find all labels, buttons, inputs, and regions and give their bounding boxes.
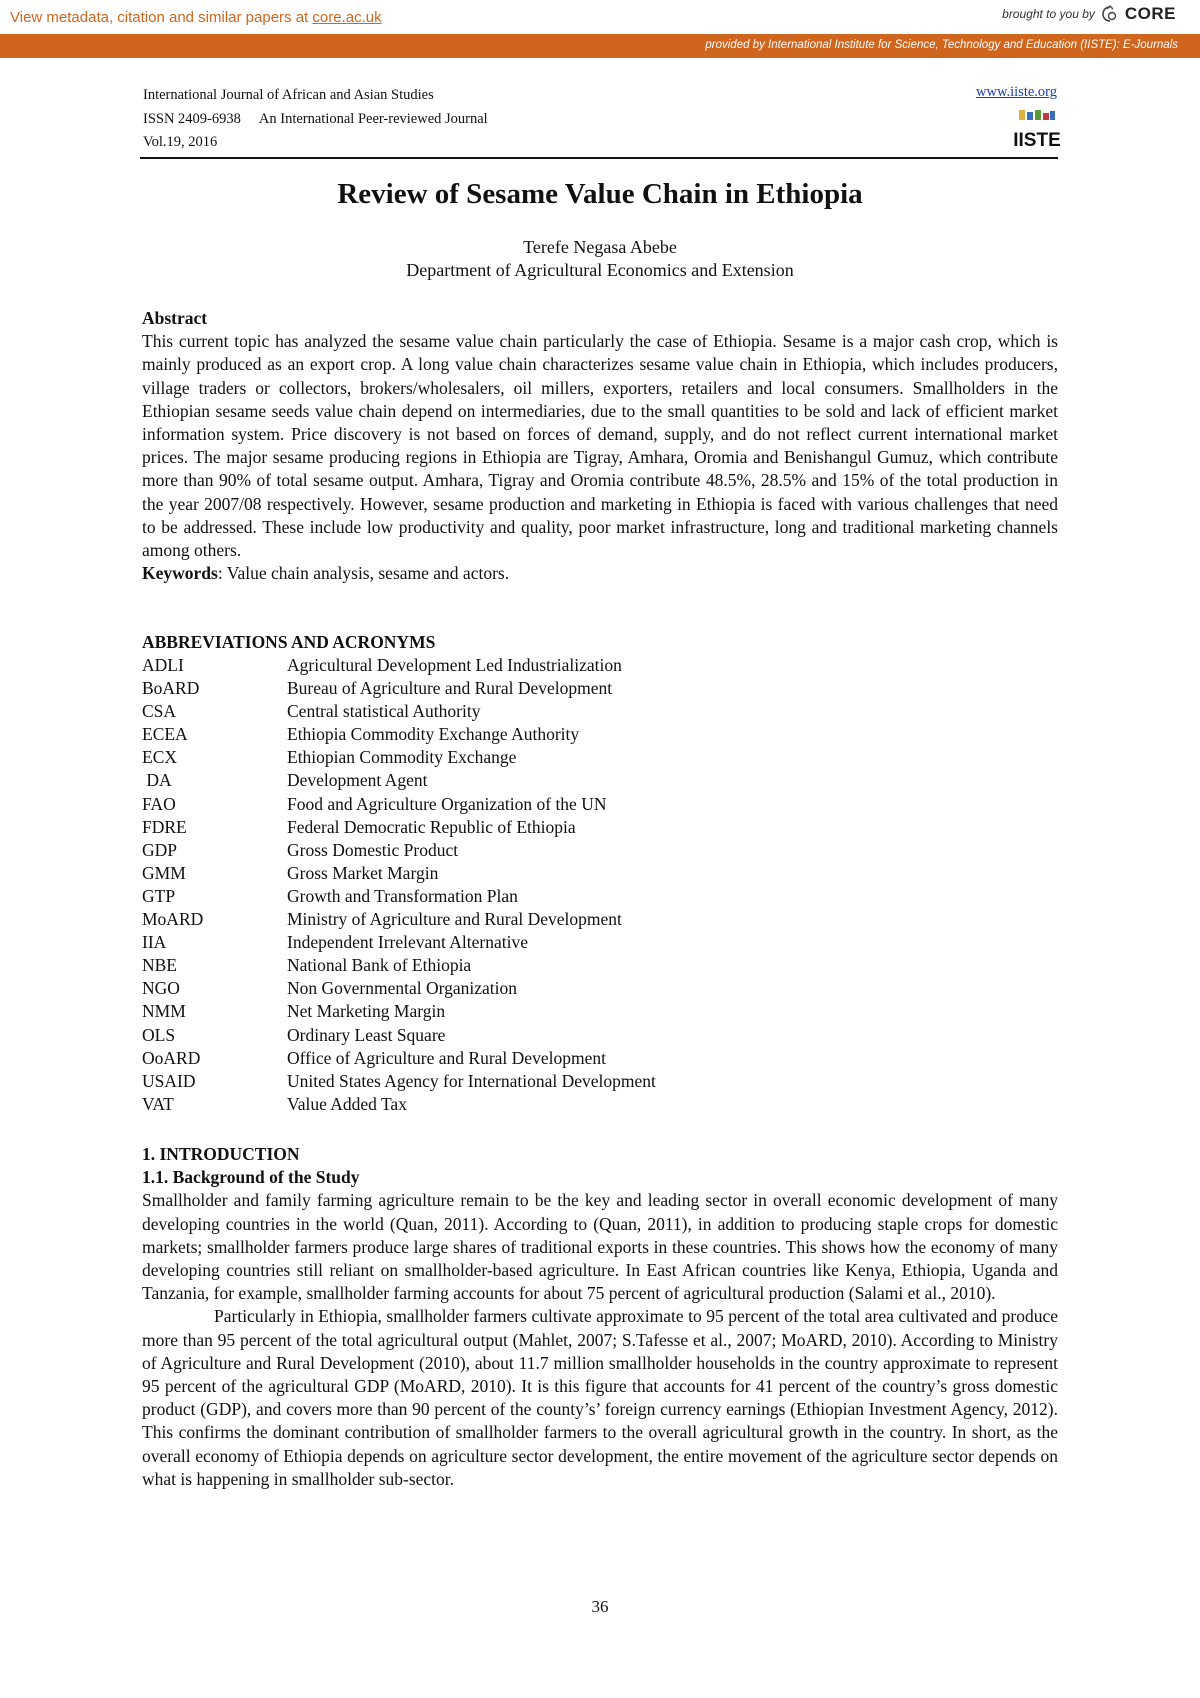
paper-title: Review of Sesame Value Chain in Ethiopia — [337, 178, 863, 210]
abbreviation-row — [142, 723, 656, 746]
brought-by-text: brought to you by — [1002, 7, 1095, 21]
abbreviation-term: GMM — [142, 862, 186, 883]
abbreviation-row — [142, 700, 656, 723]
introduction-section — [142, 1143, 1058, 1491]
svg-text:IISTE: IISTE — [1013, 130, 1061, 151]
abbreviation-row — [142, 654, 656, 677]
abbreviation-definition: Ethiopia Commodity Exchange Authority — [287, 724, 580, 745]
abbreviation-row — [142, 931, 656, 954]
keywords-label: Keywords — [142, 563, 218, 584]
journal-website-link[interactable]: www.iiste.org — [976, 84, 1057, 100]
background-subheading: 1.1. Background of the Study — [142, 1167, 360, 1188]
abbreviation-term: NMM — [142, 1001, 186, 1022]
abbreviation-definition: National Bank of Ethiopia — [287, 955, 472, 976]
abbreviation-term: ECX — [142, 747, 177, 768]
core-brand[interactable] — [1002, 4, 1176, 24]
abbreviation-definition: United States Agency for International Development — [287, 1070, 656, 1091]
abbreviation-term: ECEA — [142, 724, 188, 745]
abbreviation-definition: Development Agent — [287, 770, 428, 791]
abbreviation-definition: Independent Irrelevant Alternative — [287, 932, 529, 953]
abbreviation-row — [142, 793, 656, 816]
abstract-section — [142, 307, 1058, 585]
abbreviation-term: VAT — [142, 1093, 174, 1114]
abbreviation-definition: Gross Domestic Product — [287, 839, 459, 860]
abbreviation-definition: Food and Agriculture Organization of the UN — [287, 793, 607, 814]
abbreviation-term: CSA — [142, 701, 177, 722]
abbreviation-row — [142, 1093, 656, 1116]
journal-name: International Journal of African and Asian Studies — [143, 87, 434, 103]
header-rule — [140, 157, 1058, 159]
abbreviation-definition: Gross Market Margin — [287, 862, 439, 883]
page-number: 36 — [591, 1597, 609, 1616]
abbreviation-definition: Ethiopian Commodity Exchange — [287, 747, 517, 768]
journal-volume: Vol.19, 2016 — [143, 134, 218, 150]
journal-type: An International Peer-reviewed Journal — [258, 110, 488, 127]
abbreviation-definition: Value Added Tax — [287, 1093, 407, 1114]
abbreviation-definition: Central statistical Authority — [287, 701, 481, 722]
abbreviation-term: ADLI — [142, 655, 184, 675]
abstract-text: This current topic has analyzed the sesame value chain particularly the case of Ethiopia. Sesame is a major cash crop, which is mainly produced as an export crop. A long value chain characterizes sesame value chain in Ethiopia, which includes producers, village traders or collectors, brokers/wholesalers, oil millers, exporters, retailers and local consumers. Smallholders in the Ethiopian sesame seeds value chain depend on intermediaries, due to the small quantities to be sold and lack of efficient market information system. Price discovery is not based on forces of demand, supply, and do not reflect current international market prices. The major sesame producing regions in Ethiopia are Tigray, Amhara, Oromia and Benishangul Gumuz, which contribute more than 90% of total sesame output. Amhara, Tigray and Oromia contribute 48.5%, 28.5% and 15% of the total production in the year 2007/08 respectively. However, sesame production and marketing in Ethiopia is faced with various challenges that need to be addressed. These include low productivity and quality, poor market infrastructure, long and traditional marketing channels among others. — [142, 331, 1058, 561]
abbreviation-definition: Federal Democratic Republic of Ethiopia — [287, 816, 576, 837]
intro-paragraph-2: Particularly in Ethiopia, smallholder farmers cultivate approximate to 95 percent of the total area cultivated and produce more than 95 percent of the total agricultural output (Mahlet, 2007; S.Tafesse et al., 2007; MoARD, 2010). According to Ministry of Agriculture and Rural Development (2010), about 11.7 million smallholder households in the country approximate to represent 95 percent of the agricultural GDP (MoARD, 2010). It is this figure that accounts for 41 percent of the country’s gross domestic product (GDP), and covers more than 90 percent of the county’s’ foreign currency earnings (Ethiopian Investment Agency, 2012). This confirms the dominant contribution of smallholder farmers to the overall agricultural growth in the country. In short, as the overall economy of Ethiopia depends on agriculture sector development, the entire movement of the agriculture sector depends on what is happening in smallholder sub-sector. — [142, 1306, 1058, 1489]
abbreviation-row — [142, 839, 656, 862]
abbreviation-row — [142, 746, 656, 769]
abbreviation-row — [142, 677, 656, 700]
abbreviation-definition: Office of Agriculture and Rural Development — [287, 1047, 606, 1068]
journal-info — [143, 84, 488, 155]
iiste-logo-icon — [1013, 108, 1061, 151]
abbreviation-term: DA — [142, 770, 172, 791]
author-name: Terefe Negasa Abebe — [523, 237, 677, 257]
abbreviations-list — [142, 654, 656, 1116]
journal-issn-line — [143, 108, 488, 132]
abbreviation-term: FDRE — [142, 816, 187, 837]
introduction-heading: 1. INTRODUCTION — [142, 1144, 300, 1164]
abbreviation-term: USAID — [142, 1070, 196, 1091]
author-block — [0, 236, 1200, 282]
abbreviation-term: BoARD — [142, 678, 200, 699]
abbreviation-definition: Non Governmental Organization — [287, 978, 518, 999]
abbreviations-heading: ABBREVIATIONS AND ACRONYMS — [142, 632, 436, 652]
abbreviation-term: NBE — [142, 955, 177, 976]
abbreviation-row — [142, 977, 656, 1000]
journal-issn: ISSN 2409-6938 — [143, 110, 241, 127]
abbreviation-term: OLS — [142, 1024, 176, 1045]
abbreviation-definition: Ministry of Agriculture and Rural Development — [287, 909, 622, 930]
abbreviation-term: NGO — [142, 978, 180, 999]
provided-by-text[interactable]: provided by International Institute for Science, Technology and Education (IISTE): E-Journals — [705, 39, 1178, 51]
abbreviation-row — [142, 885, 656, 908]
core-logo-icon — [1101, 5, 1119, 23]
abbreviation-term: OoARD — [142, 1047, 201, 1068]
abbreviation-row — [142, 954, 656, 977]
abbreviation-row — [142, 1047, 656, 1070]
core-metadata-link[interactable]: View metadata, citation and similar papers at core.ac.uk — [10, 9, 382, 26]
abbreviation-term: GTP — [142, 885, 176, 906]
abbreviation-row — [142, 908, 656, 931]
intro-paragraph-1: Smallholder and family farming agriculture remain to be the key and leading sector in overall economic development of many developing countries in the world (Quan, 2011). According to (Quan, 2011), in addition to producing staple crops for domestic markets; smallholder farmers produce large shares of traditional exports in these countries. This shows how the economy of many developing countries still reliant on smallholder-based agriculture. In East African countries like Kenya, Ethiopia, Uganda and Tanzania, for example, smallholder farming accounts for about 75 percent of agricultural production (Salami et al., 2010). — [142, 1190, 1058, 1304]
abbreviation-row — [142, 862, 656, 885]
abbreviation-term: MoARD — [142, 909, 204, 930]
keywords-line — [142, 562, 1058, 585]
abbreviation-definition: Agricultural Development Led Industrialization — [287, 655, 622, 675]
abbreviation-row — [142, 1024, 656, 1047]
abbreviation-row — [142, 816, 656, 839]
core-logo-text: CORE — [1124, 4, 1176, 23]
author-affiliation: Department of Agricultural Economics and Extension — [406, 260, 794, 280]
abstract-heading: Abstract — [142, 308, 208, 328]
abbreviation-row — [142, 1070, 656, 1093]
abbreviation-row — [142, 769, 656, 792]
provided-by-bar — [0, 34, 1200, 58]
abbreviation-term: FAO — [142, 793, 176, 814]
abbreviation-definition: Bureau of Agriculture and Rural Development — [287, 678, 613, 699]
abbreviation-term: GDP — [142, 839, 178, 860]
abbreviation-definition: Growth and Transformation Plan — [287, 885, 518, 906]
keywords-text: : Value chain analysis, sesame and actors. — [217, 563, 510, 584]
core-header — [0, 0, 1200, 34]
abbreviation-row — [142, 1000, 656, 1023]
core-link-text[interactable]: core.ac.uk — [312, 9, 382, 26]
abbreviation-definition: Net Marketing Margin — [287, 1001, 446, 1022]
abbreviation-definition: Ordinary Least Square — [287, 1024, 446, 1045]
abbreviation-term: IIA — [142, 932, 167, 953]
